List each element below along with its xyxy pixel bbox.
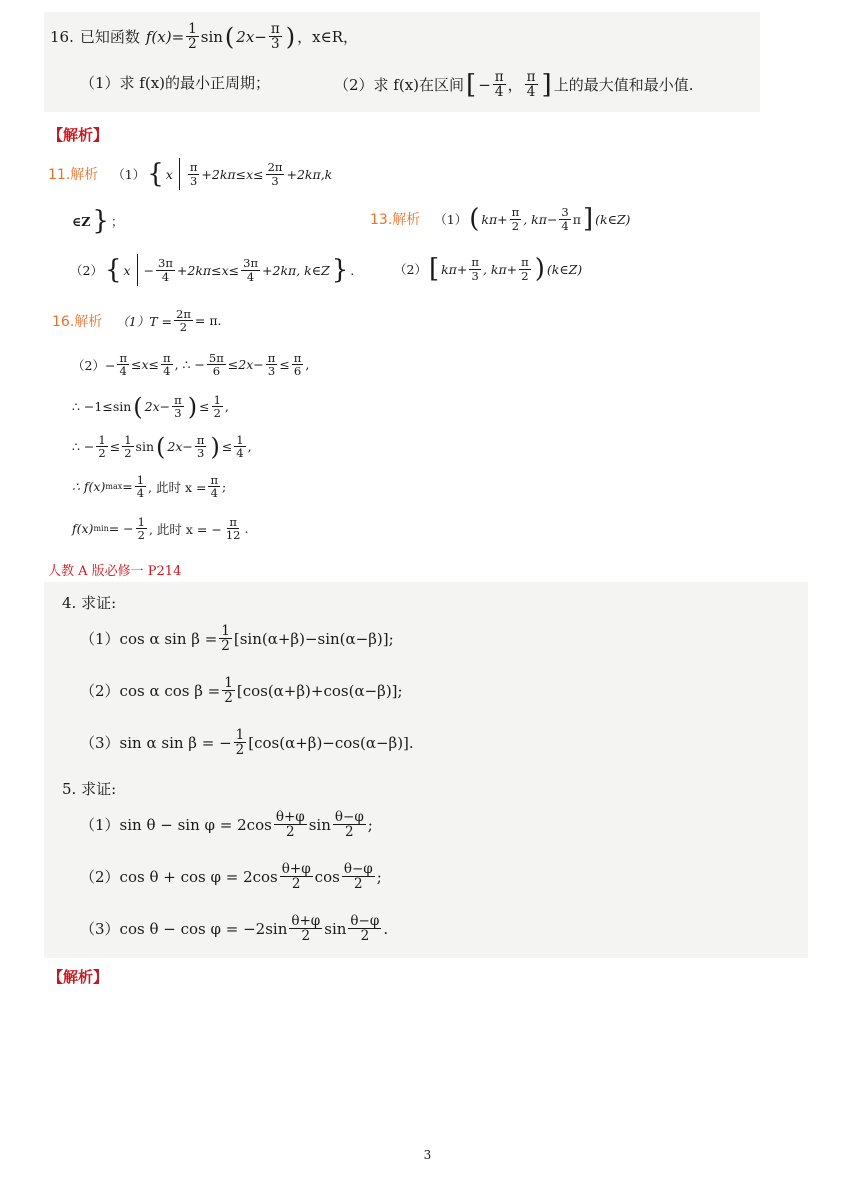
- expr: （2）cos α cos β =: [80, 682, 221, 701]
- denominator: 2: [291, 876, 301, 893]
- numerator: θ−φ: [334, 809, 364, 825]
- fraction: [274, 810, 307, 839]
- problem-4-item-1: [80, 624, 394, 653]
- problem-4-item-3: [80, 728, 414, 757]
- fraction: [469, 256, 481, 281]
- numerator: θ−φ: [350, 913, 380, 929]
- minus-sign: −: [478, 75, 491, 94]
- answer-13-part2: [394, 256, 582, 282]
- fraction: [174, 308, 193, 333]
- numerator: 3π: [243, 256, 259, 271]
- period: .: [350, 262, 355, 278]
- numerator: π: [119, 351, 127, 365]
- denominator: 4: [526, 84, 536, 101]
- expr: , 此时 x = −: [148, 521, 222, 537]
- part-label: （2）: [394, 262, 427, 277]
- fraction-pi-over-3: [269, 22, 282, 51]
- problem-16-part2: [334, 70, 693, 99]
- numerator: 1: [98, 433, 106, 447]
- equals: = −: [108, 521, 134, 537]
- k-in-z: (k∈Z): [595, 211, 631, 227]
- part-label: （1）: [112, 167, 146, 182]
- expr: f(x): [72, 521, 94, 537]
- fraction: [559, 206, 570, 231]
- denominator: 4: [161, 269, 170, 284]
- expr: ≤: [199, 399, 210, 415]
- period-expression: （1）T =: [116, 313, 173, 329]
- numerator: 1: [136, 473, 145, 487]
- fraction: [195, 434, 207, 459]
- answer-11-part1: [48, 158, 332, 190]
- fraction: [348, 914, 381, 943]
- inequality: +2kπ≤x≤: [201, 166, 264, 182]
- fraction: [342, 862, 375, 891]
- denominator: 2: [521, 268, 529, 283]
- fraction: [510, 206, 522, 231]
- comma: ,: [305, 357, 310, 373]
- fraction: [117, 352, 129, 377]
- numerator: 3π: [158, 256, 173, 271]
- term: kπ+: [481, 211, 508, 227]
- inequality-tail: +2kπ, k∈Z: [262, 262, 330, 278]
- semicolon: ；: [110, 214, 124, 229]
- expr: [sin(α+β)−sin(α−β)];: [233, 629, 394, 648]
- denominator: 2: [353, 876, 363, 893]
- denominator: 2: [188, 36, 197, 53]
- numerator: π: [229, 515, 237, 529]
- close-paren: ): [187, 392, 198, 421]
- expr: sin: [308, 815, 331, 834]
- answer-16-line2: [72, 352, 309, 377]
- expr: [cos(α+β)−cos(α−β)].: [248, 733, 414, 752]
- fraction: [224, 516, 243, 541]
- expr: cos: [314, 867, 340, 886]
- right-brace: }: [92, 206, 109, 236]
- expr: ∴ −: [72, 439, 95, 455]
- expr: ≤: [279, 357, 290, 373]
- denominator: 4: [119, 364, 127, 379]
- left-brace: {: [147, 159, 164, 189]
- denominator: 2: [511, 218, 520, 233]
- denominator: 6: [212, 364, 221, 379]
- expr: ≤x≤: [131, 357, 159, 373]
- argument: 2x−: [236, 27, 267, 46]
- numerator: π: [163, 351, 171, 365]
- numerator: 2π: [176, 307, 191, 321]
- problem-4-title: 4. 求证:: [62, 594, 117, 612]
- fraction: [172, 394, 184, 419]
- close-paren: ): [534, 254, 545, 284]
- numerator: 2π: [267, 160, 283, 175]
- domain-text: ，x∈R，: [297, 28, 358, 47]
- denominator: 3: [471, 268, 479, 283]
- right-bracket: ]: [541, 69, 552, 100]
- numerator: π: [270, 21, 280, 37]
- denominator: 2: [360, 928, 370, 945]
- subscript-min: min: [93, 524, 109, 534]
- numerator: 1: [213, 393, 221, 407]
- fraction: [161, 352, 173, 377]
- left-brace: {: [104, 255, 122, 285]
- expr: （3）cos θ − cos φ = −2sin: [80, 920, 288, 939]
- fraction: [122, 434, 133, 459]
- open-paren: (: [133, 392, 143, 421]
- denominator: 2: [213, 406, 221, 421]
- expr: （1）cos α sin β =: [80, 630, 218, 649]
- denominator: 3: [196, 446, 205, 461]
- denominator: 2: [179, 320, 188, 335]
- denominator: 2: [98, 446, 106, 461]
- semicolon: ;: [367, 815, 373, 834]
- expr: sin: [324, 919, 347, 938]
- result: = π.: [194, 313, 222, 329]
- open-paren: (: [469, 204, 480, 234]
- denominator: 2: [235, 742, 245, 759]
- expr: 2x−: [144, 399, 171, 415]
- fraction: [289, 914, 322, 943]
- part2-tail: 上的最大值和最小值.: [553, 76, 694, 95]
- denominator: 4: [210, 486, 218, 501]
- numerator: 1: [235, 727, 245, 743]
- numerator: 1: [224, 675, 233, 691]
- fraction: [135, 474, 146, 499]
- denominator: 2: [224, 690, 233, 707]
- right-brace: }: [331, 255, 349, 285]
- k-in-z: (k∈Z): [546, 261, 583, 277]
- numerator: π: [196, 433, 205, 447]
- set-divider: [137, 254, 138, 286]
- subscript-max: max: [105, 482, 123, 492]
- semicolon: ;: [222, 479, 227, 495]
- denominator: 2: [301, 928, 311, 945]
- expr: （1）sin θ − sin φ = 2cos: [80, 816, 272, 835]
- fraction: [207, 352, 226, 377]
- numerator: 1: [221, 623, 230, 639]
- numerator: π: [210, 473, 219, 487]
- inequality-tail: +2kπ,k: [286, 166, 333, 182]
- fraction: [234, 434, 245, 459]
- problem-16-part1: [80, 72, 270, 93]
- expr: , ∴ −: [174, 357, 205, 373]
- variable-x: x: [123, 262, 131, 278]
- integer-set: ∈Z: [72, 213, 91, 229]
- fraction-pi-over-4: [525, 70, 538, 99]
- fraction: [219, 624, 232, 653]
- part-label: （2）: [70, 263, 103, 278]
- textbook-reference: 人教 A 版必修一 P214: [48, 564, 182, 579]
- term: kπ+: [441, 261, 468, 277]
- denominator: 3: [189, 173, 198, 188]
- semicolon: ;: [376, 867, 382, 886]
- denominator: 2: [221, 638, 230, 655]
- part-label: （1）: [434, 212, 468, 227]
- answer-13-label: 13.解析: [370, 212, 421, 228]
- equals-sign: =: [171, 27, 185, 46]
- fraction-pi-over-4: [493, 70, 506, 99]
- denominator: 3: [174, 406, 182, 421]
- open-paren: (: [224, 22, 235, 51]
- numerator: π: [174, 393, 182, 407]
- term: , kπ−: [523, 211, 558, 227]
- comma: ,: [247, 439, 252, 455]
- numerator: π: [293, 351, 302, 365]
- sin-function: sin: [135, 439, 155, 455]
- equals: =: [122, 479, 133, 495]
- denominator: 2: [137, 528, 145, 543]
- denominator: 3: [271, 36, 280, 53]
- expr: （3）sin α sin β = −: [80, 734, 232, 753]
- answer-16-line4: [72, 434, 252, 459]
- close-bracket: ]: [582, 204, 594, 234]
- problem-5-title: 5. 求证:: [62, 780, 117, 798]
- numerator: θ+φ: [275, 809, 305, 825]
- denominator: 12: [225, 528, 241, 543]
- function-name: f(x): [145, 27, 172, 46]
- denominator: 2: [124, 446, 132, 461]
- denominator: 4: [561, 218, 569, 233]
- left-bracket: [: [466, 69, 477, 100]
- part2-text: （2）求 f(x)在区间: [334, 76, 465, 95]
- numerator: 1: [124, 433, 132, 447]
- expr: （2）cos θ + cos φ = 2cos: [80, 868, 278, 887]
- fraction: [222, 676, 235, 705]
- period: .: [244, 521, 249, 537]
- page-number: 3: [423, 1148, 432, 1162]
- fraction: [266, 352, 278, 377]
- period: .: [383, 919, 389, 938]
- fraction: [241, 257, 260, 282]
- part1-text: （1）求 f(x)的最小正周期；: [80, 74, 271, 92]
- sin-function: sin: [200, 27, 223, 46]
- fraction: [136, 516, 147, 541]
- numerator: θ+φ: [281, 861, 311, 877]
- numerator: π: [189, 160, 198, 175]
- set-divider: [179, 158, 180, 190]
- expr: ∴ −1≤sin: [72, 399, 132, 415]
- variable-x: x: [165, 166, 173, 182]
- expr: ≤: [109, 439, 121, 455]
- numerator: π: [526, 69, 536, 85]
- answer-16-label: 16.解析: [52, 313, 103, 330]
- numerator: π: [511, 205, 520, 220]
- denominator: 4: [163, 364, 171, 379]
- jiexi-label: 【解析】: [48, 968, 109, 986]
- expr: （2）−: [72, 357, 116, 373]
- minus-sign: −: [143, 262, 155, 278]
- fraction: [156, 257, 175, 282]
- answer-11-part2: [70, 254, 354, 286]
- numerator: 1: [188, 21, 197, 37]
- numerator: 3: [561, 205, 569, 220]
- close-paren: ): [210, 432, 220, 461]
- fraction: [212, 394, 223, 419]
- pi-symbol: π: [572, 211, 581, 227]
- problem-5-item-2: [80, 862, 382, 891]
- fraction: [266, 161, 285, 186]
- denominator: 3: [267, 364, 276, 379]
- problem-16-statement: [50, 22, 358, 51]
- numerator: 5π: [208, 351, 224, 365]
- numerator: π: [267, 351, 276, 365]
- answer-16-line3: [72, 394, 229, 419]
- expr: ≤2x−: [227, 357, 264, 373]
- numerator: θ−φ: [343, 861, 373, 877]
- denominator: 6: [293, 364, 302, 379]
- fraction: [333, 810, 366, 839]
- fraction: [519, 256, 531, 281]
- numerator: θ+φ: [291, 913, 321, 929]
- answer-16-line5: [72, 474, 226, 499]
- expr: 2x−: [167, 439, 193, 455]
- numerator: π: [494, 69, 504, 85]
- open-bracket: [: [428, 254, 440, 284]
- numerator: π: [521, 255, 529, 270]
- comma: ，: [507, 76, 523, 95]
- fraction: [234, 728, 247, 757]
- numerator: π: [471, 255, 479, 270]
- denominator: 4: [136, 486, 145, 501]
- denominator: 4: [494, 84, 504, 101]
- expr: [cos(α+β)+cos(α−β)];: [236, 681, 403, 700]
- problem-intro: 已知函数: [79, 28, 140, 47]
- denominator: 2: [345, 824, 354, 841]
- fraction: [188, 161, 200, 186]
- fraction: [280, 862, 313, 891]
- problem-number: 16.: [50, 27, 74, 46]
- jiexi-label: 【解析】: [48, 126, 109, 144]
- denominator: 2: [285, 824, 295, 841]
- numerator: 1: [137, 515, 145, 529]
- fraction: [292, 352, 304, 377]
- expr: , 此时 x =: [148, 479, 207, 495]
- problem-5-item-1: [80, 810, 373, 839]
- problem-4-item-2: [80, 676, 403, 705]
- close-paren: ): [285, 22, 296, 51]
- comma: ,: [224, 399, 229, 415]
- term: , kπ+: [482, 261, 518, 277]
- answer-16-line6: [72, 516, 248, 541]
- answer-11-part1-cont: [72, 208, 123, 234]
- expr: ∴ f(x): [72, 479, 106, 495]
- answer-13-part1: [370, 206, 630, 232]
- answer-11-label: 11.解析: [48, 167, 99, 183]
- answer-16-line1: [52, 308, 222, 333]
- denominator: 4: [246, 269, 255, 284]
- fraction: [96, 434, 107, 459]
- numerator: 1: [236, 433, 244, 447]
- inequality: +2kπ≤x≤: [176, 262, 240, 278]
- problem-5-item-3: [80, 914, 388, 943]
- denominator: 3: [271, 173, 279, 188]
- fraction: [208, 474, 220, 499]
- denominator: 4: [236, 446, 244, 461]
- open-paren: (: [156, 432, 166, 461]
- expr: ≤: [221, 439, 233, 455]
- fraction-half: [186, 22, 199, 51]
